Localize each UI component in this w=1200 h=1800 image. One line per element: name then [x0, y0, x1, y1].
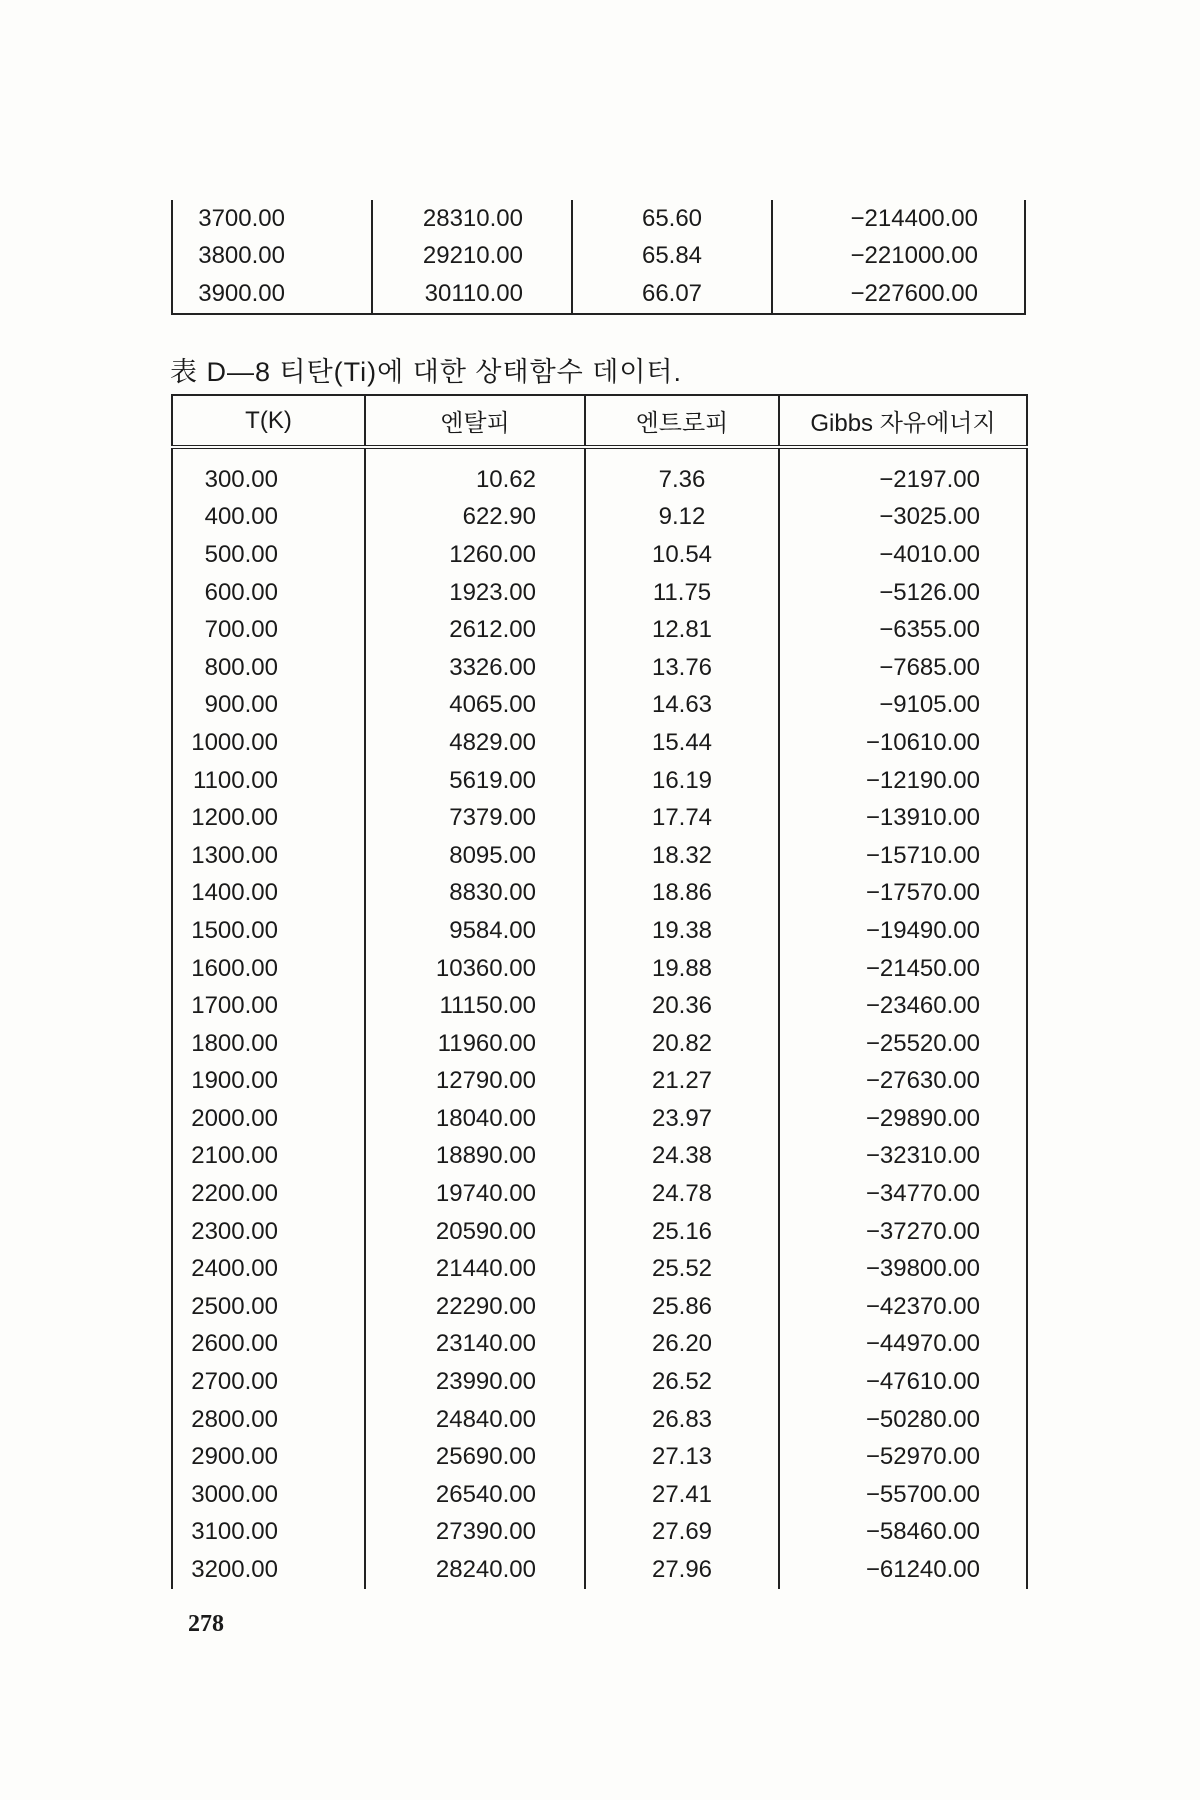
enthalpy-cell: 21440.00: [365, 1250, 585, 1288]
entropy-cell: 19.38: [585, 912, 779, 950]
entropy-cell: 25.16: [585, 1213, 779, 1251]
temperature-cell: 1900.00: [191, 1067, 278, 1095]
gibbs-cell: −6355.00: [779, 611, 1027, 649]
table-row: [172, 1551, 1027, 1589]
table-row: [172, 1401, 1027, 1439]
temperature-cell: 1000.00: [191, 728, 278, 756]
table-row: [172, 649, 1027, 687]
entropy-cell: 65.84: [572, 238, 772, 276]
table-row: [172, 574, 1027, 612]
table-row: [172, 1514, 1027, 1552]
entropy-cell: 26.83: [585, 1401, 779, 1439]
entropy-cell: 27.69: [585, 1514, 779, 1552]
enthalpy-cell: 10360.00: [365, 950, 585, 988]
enthalpy-cell: 2612.00: [365, 611, 585, 649]
table-row: [172, 912, 1027, 950]
table-row: [172, 762, 1027, 800]
enthalpy-cell: 24840.00: [365, 1401, 585, 1439]
enthalpy-cell: 27390.00: [365, 1514, 585, 1552]
entropy-cell: 16.19: [585, 762, 779, 800]
titanium-state-function-table: [171, 394, 1028, 1589]
enthalpy-cell: 26540.00: [365, 1476, 585, 1514]
table-row: [172, 987, 1027, 1025]
gibbs-cell: −221000.00: [772, 238, 1025, 276]
entropy-cell: 7.36: [585, 447, 779, 499]
temperature-cell: 3000.00: [191, 1480, 278, 1508]
enthalpy-cell: 9584.00: [365, 912, 585, 950]
entropy-cell: 17.74: [585, 799, 779, 837]
entropy-cell: 25.86: [585, 1288, 779, 1326]
enthalpy-cell: 8830.00: [365, 875, 585, 913]
gibbs-cell: −214400.00: [772, 200, 1025, 238]
header-entropy: 엔트로피: [585, 395, 779, 447]
gibbs-cell: −32310.00: [779, 1138, 1027, 1176]
enthalpy-cell: 1923.00: [365, 574, 585, 612]
table-row: [172, 200, 1025, 238]
gibbs-cell: −47610.00: [779, 1363, 1027, 1401]
temperature-cell: 2300.00: [191, 1217, 278, 1245]
entropy-cell: 26.20: [585, 1326, 779, 1364]
temperature-cell: 2000.00: [191, 1104, 278, 1132]
enthalpy-cell: 8095.00: [365, 837, 585, 875]
table-row: [172, 1326, 1027, 1364]
gibbs-cell: −2197.00: [779, 447, 1027, 499]
temperature-cell: 3800.00: [198, 242, 285, 270]
enthalpy-cell: 11150.00: [365, 987, 585, 1025]
entropy-cell: 19.88: [585, 950, 779, 988]
temperature-cell: 3700.00: [198, 204, 285, 232]
gibbs-cell: −9105.00: [779, 687, 1027, 725]
gibbs-cell: −13910.00: [779, 799, 1027, 837]
enthalpy-cell: 1260.00: [365, 536, 585, 574]
enthalpy-cell: 4065.00: [365, 687, 585, 725]
gibbs-cell: −15710.00: [779, 837, 1027, 875]
enthalpy-cell: 3326.00: [365, 649, 585, 687]
table-row: [172, 1138, 1027, 1176]
entropy-cell: 23.97: [585, 1100, 779, 1138]
entropy-cell: 24.78: [585, 1175, 779, 1213]
table-row: [172, 1175, 1027, 1213]
gibbs-cell: −34770.00: [779, 1175, 1027, 1213]
entropy-cell: 14.63: [585, 687, 779, 725]
top-table-body: [172, 200, 1025, 314]
entropy-cell: 27.13: [585, 1438, 779, 1476]
enthalpy-cell: 10.62: [365, 447, 585, 499]
enthalpy-cell: 5619.00: [365, 762, 585, 800]
temperature-cell: 2600.00: [191, 1330, 278, 1358]
enthalpy-cell: 22290.00: [365, 1288, 585, 1326]
enthalpy-cell: 25690.00: [365, 1438, 585, 1476]
table-row: [172, 950, 1027, 988]
gibbs-cell: −52970.00: [779, 1438, 1027, 1476]
enthalpy-cell: 18040.00: [365, 1100, 585, 1138]
gibbs-cell: −12190.00: [779, 762, 1027, 800]
enthalpy-cell: 18890.00: [365, 1138, 585, 1176]
temperature-cell: 1200.00: [191, 804, 278, 832]
main-table-body: [172, 447, 1027, 1589]
entropy-cell: 20.82: [585, 1025, 779, 1063]
gibbs-cell: −44970.00: [779, 1326, 1027, 1364]
entropy-cell: 10.54: [585, 536, 779, 574]
entropy-cell: 27.96: [585, 1551, 779, 1589]
entropy-cell: 25.52: [585, 1250, 779, 1288]
gibbs-cell: −42370.00: [779, 1288, 1027, 1326]
entropy-cell: 21.27: [585, 1063, 779, 1101]
table-row: [172, 275, 1025, 314]
temperature-cell: 1400.00: [191, 879, 278, 907]
enthalpy-cell: 12790.00: [365, 1063, 585, 1101]
table-row: [172, 1438, 1027, 1476]
entropy-cell: 18.32: [585, 837, 779, 875]
gibbs-cell: −7685.00: [779, 649, 1027, 687]
enthalpy-cell: 19740.00: [365, 1175, 585, 1213]
gibbs-cell: −39800.00: [779, 1250, 1027, 1288]
entropy-cell: 27.41: [585, 1476, 779, 1514]
temperature-cell: 3900.00: [198, 279, 285, 307]
gibbs-cell: −37270.00: [779, 1213, 1027, 1251]
entropy-cell: 20.36: [585, 987, 779, 1025]
header-enthalpy: 엔탈피: [365, 395, 585, 447]
table-row: [172, 238, 1025, 276]
entropy-cell: 65.60: [572, 200, 772, 238]
table-row: [172, 724, 1027, 762]
temperature-cell: 3100.00: [191, 1518, 278, 1546]
gibbs-cell: −17570.00: [779, 875, 1027, 913]
table-row: [172, 1025, 1027, 1063]
temperature-cell: 700.00: [204, 616, 278, 644]
entropy-cell: 11.75: [585, 574, 779, 612]
entropy-cell: 66.07: [572, 275, 772, 314]
header-row: [172, 395, 1027, 447]
gibbs-cell: −27630.00: [779, 1063, 1027, 1101]
enthalpy-cell: 7379.00: [365, 799, 585, 837]
temperature-cell: 900.00: [204, 691, 278, 719]
temperature-cell: 500.00: [204, 540, 278, 568]
enthalpy-cell: 622.90: [365, 499, 585, 537]
table-row: [172, 611, 1027, 649]
header-gibbs: Gibbs 자유에너지: [779, 395, 1027, 447]
gibbs-cell: −29890.00: [779, 1100, 1027, 1138]
enthalpy-cell: 30110.00: [372, 275, 572, 314]
table-row: [172, 1063, 1027, 1101]
gibbs-cell: −58460.00: [779, 1514, 1027, 1552]
table-row: [172, 536, 1027, 574]
temperature-cell: 3200.00: [191, 1556, 278, 1584]
table-row: [172, 447, 1027, 499]
gibbs-cell: −10610.00: [779, 724, 1027, 762]
temperature-cell: 1500.00: [191, 916, 278, 944]
header-temperature: T(K): [172, 395, 365, 447]
temperature-cell: 1300.00: [191, 841, 278, 869]
temperature-cell: 2400.00: [191, 1255, 278, 1283]
table-row: [172, 1250, 1027, 1288]
temperature-cell: 800.00: [204, 653, 278, 681]
table-row: [172, 837, 1027, 875]
temperature-cell: 2700.00: [191, 1368, 278, 1396]
temperature-cell: 2100.00: [191, 1142, 278, 1170]
temperature-cell: 1700.00: [191, 992, 278, 1020]
table-row: [172, 499, 1027, 537]
table-row: [172, 1100, 1027, 1138]
enthalpy-cell: 4829.00: [365, 724, 585, 762]
gibbs-cell: −227600.00: [772, 275, 1025, 314]
enthalpy-cell: 11960.00: [365, 1025, 585, 1063]
temperature-cell: 600.00: [204, 578, 278, 606]
enthalpy-cell: 23990.00: [365, 1363, 585, 1401]
table-row: [172, 875, 1027, 913]
temperature-cell: 2800.00: [191, 1405, 278, 1433]
gibbs-cell: −55700.00: [779, 1476, 1027, 1514]
entropy-cell: 18.86: [585, 875, 779, 913]
table-caption: 表 D—8 티탄(Ti)에 대한 상태함수 데이터.: [170, 357, 682, 387]
gibbs-cell: −4010.00: [779, 536, 1027, 574]
gibbs-cell: −3025.00: [779, 499, 1027, 537]
enthalpy-cell: 28240.00: [365, 1551, 585, 1589]
table-row: [172, 1476, 1027, 1514]
temperature-cell: 2900.00: [191, 1443, 278, 1471]
temperature-cell: 2200.00: [191, 1180, 278, 1208]
temperature-cell: 2500.00: [191, 1292, 278, 1320]
entropy-cell: 24.38: [585, 1138, 779, 1176]
entropy-cell: 15.44: [585, 724, 779, 762]
entropy-cell: 12.81: [585, 611, 779, 649]
entropy-cell: 13.76: [585, 649, 779, 687]
gibbs-cell: −19490.00: [779, 912, 1027, 950]
temperature-cell: 1800.00: [191, 1029, 278, 1057]
gibbs-cell: −25520.00: [779, 1025, 1027, 1063]
temperature-cell: 1600.00: [191, 954, 278, 982]
gibbs-cell: −21450.00: [779, 950, 1027, 988]
table-row: [172, 687, 1027, 725]
page-number: 278: [188, 1611, 224, 1637]
enthalpy-cell: 28310.00: [372, 200, 572, 238]
temperature-cell: 300.00: [204, 465, 278, 493]
table-row: [172, 1288, 1027, 1326]
entropy-cell: 26.52: [585, 1363, 779, 1401]
enthalpy-cell: 29210.00: [372, 238, 572, 276]
enthalpy-cell: 23140.00: [365, 1326, 585, 1364]
gibbs-cell: −23460.00: [779, 987, 1027, 1025]
top-continuation-table: [171, 200, 1026, 315]
table-row: [172, 799, 1027, 837]
temperature-cell: 1100.00: [193, 766, 278, 794]
temperature-cell: 400.00: [204, 503, 278, 531]
enthalpy-cell: 20590.00: [365, 1213, 585, 1251]
table-row: [172, 1213, 1027, 1251]
table-row: [172, 1363, 1027, 1401]
gibbs-cell: −61240.00: [779, 1551, 1027, 1589]
gibbs-cell: −5126.00: [779, 574, 1027, 612]
gibbs-cell: −50280.00: [779, 1401, 1027, 1439]
entropy-cell: 9.12: [585, 499, 779, 537]
